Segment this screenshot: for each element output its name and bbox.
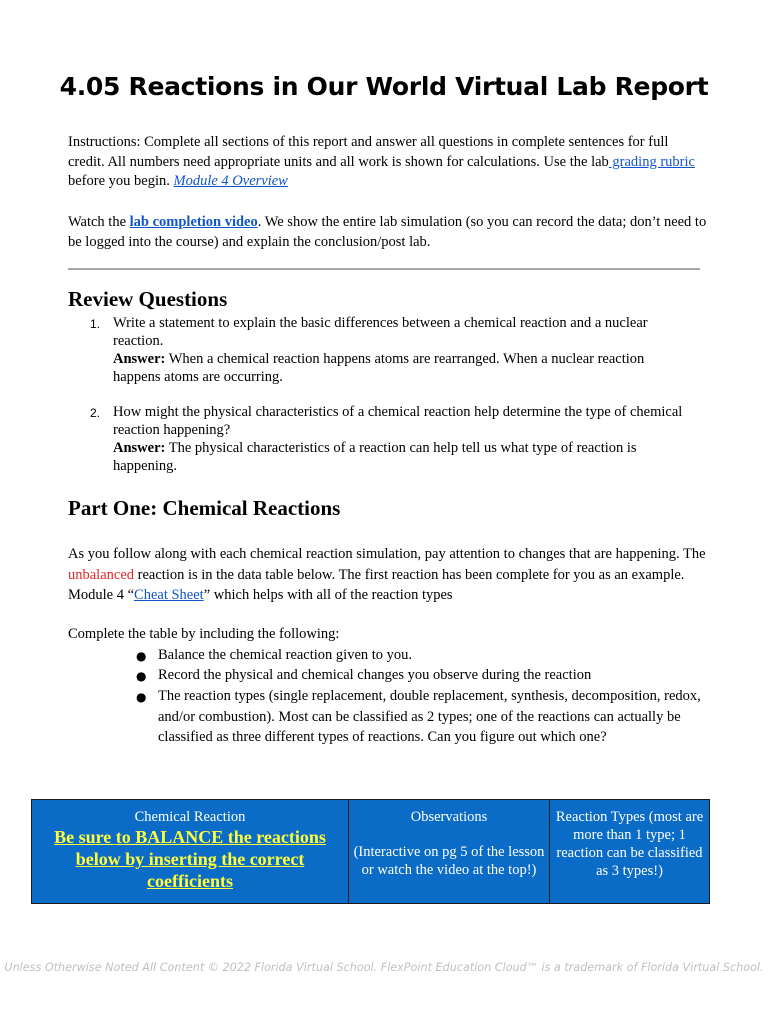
answer-2-label: Answer: <box>113 440 166 456</box>
part-one-paragraph <box>68 544 708 606</box>
answer-1-label: Answer: <box>113 351 166 367</box>
horizontal-divider <box>68 268 700 270</box>
complete-table-instruction: Complete the table by including the following: <box>68 626 340 642</box>
part-one-text-2: reaction is in the data table below. The first reaction has been complete for you as an example. Module 4 “ <box>68 566 685 603</box>
question-2-text: How might the physical characteristics of a chemical reaction help determine the type of chemical reaction happening? <box>113 404 683 438</box>
lab-completion-video-link[interactable]: lab completion video <box>129 214 258 230</box>
balance-reminder: Be sure to BALANCE the reactions below by inserting the correct coefficients <box>54 827 326 891</box>
question-2-number: 2. <box>90 406 101 420</box>
bullet-icon: ● <box>136 649 147 663</box>
observations-title: Observations <box>410 809 488 825</box>
part-one-text-3: ” which helps with all of the reaction types <box>203 587 453 603</box>
reaction-table <box>31 799 710 904</box>
bullet-item-2: Record the physical and chemical changes you observe during the reaction <box>158 667 592 683</box>
chemical-reaction-header <box>32 800 349 904</box>
page-title: 4.05 Reactions in Our World Virtual Lab Report <box>59 72 709 101</box>
grading-rubric-link[interactable]: grading rubric <box>608 153 695 170</box>
answer-2-text: The physical characteristics of a reaction can help tell us what type of reaction is happening. <box>113 440 637 474</box>
bullet-item-1: Balance the chemical reaction given to you. <box>158 647 413 663</box>
bullet-icon: ● <box>136 690 147 704</box>
observations-note: (Interactive on pg 5 of the lesson or watch the video at the top!) <box>353 844 545 878</box>
question-1 <box>113 314 693 386</box>
part-one-heading: Part One: Chemical Reactions <box>68 496 341 520</box>
part-one-text: As you follow along with each chemical reaction simulation, pay attention to changes that are happening. The <box>68 546 706 562</box>
question-1-number: 1. <box>90 317 101 331</box>
chemical-reaction-title: Chemical Reaction <box>134 809 246 825</box>
watch-paragraph <box>68 213 708 252</box>
table-header-row <box>32 800 710 904</box>
reaction-types-title: Reaction Types (most are more than 1 type; 1 reaction can be classified as 3 types!) <box>555 809 704 879</box>
answer-1-text: When a chemical reaction happens atoms are rearranged. When a nuclear reaction happens atoms are occurring. <box>113 351 645 385</box>
bullet-icon: ● <box>136 669 147 683</box>
review-questions-heading: Review Questions <box>68 287 228 311</box>
bullet-item-3: The reaction types (single replacement, double replacement, synthesis, decomposition, redox, and/or combustion). Most can be classified as 2 types; one of the reactions can actually be classified as three different types of reactions. Can you figure out which one? <box>158 688 701 745</box>
instructions-paragraph <box>68 133 708 192</box>
reaction-types-header <box>550 800 710 904</box>
instructions-text-2: before you begin. <box>68 173 174 189</box>
copyright-footer: Unless Otherwise Noted All Content © 2022 Florida Virtual School. FlexPoint Education Cloud™ is a trademark of Florida Virtual School. <box>4 961 764 974</box>
unbalanced-word: unbalanced <box>68 566 135 583</box>
question-1-text: Write a statement to explain the basic differences between a chemical reaction and a nuclear reaction. <box>113 315 648 349</box>
observations-header <box>349 800 550 904</box>
watch-text-2: . We show the entire lab simulation (so you can record the data; don’t need to be logged into the course) and explain the conclusion/post lab. <box>68 214 707 250</box>
watch-text: Watch the <box>68 214 130 230</box>
cheat-sheet-link[interactable]: Cheat Sheet <box>134 587 204 603</box>
question-2 <box>113 403 693 475</box>
instructions-text: Instructions: Complete all sections of this report and answer all questions in complete sentences for full credit. All numbers need appropriate units and all work is shown for calculations. Use the lab <box>68 134 669 170</box>
module-overview-link[interactable]: Module 4 Overview <box>173 173 288 189</box>
